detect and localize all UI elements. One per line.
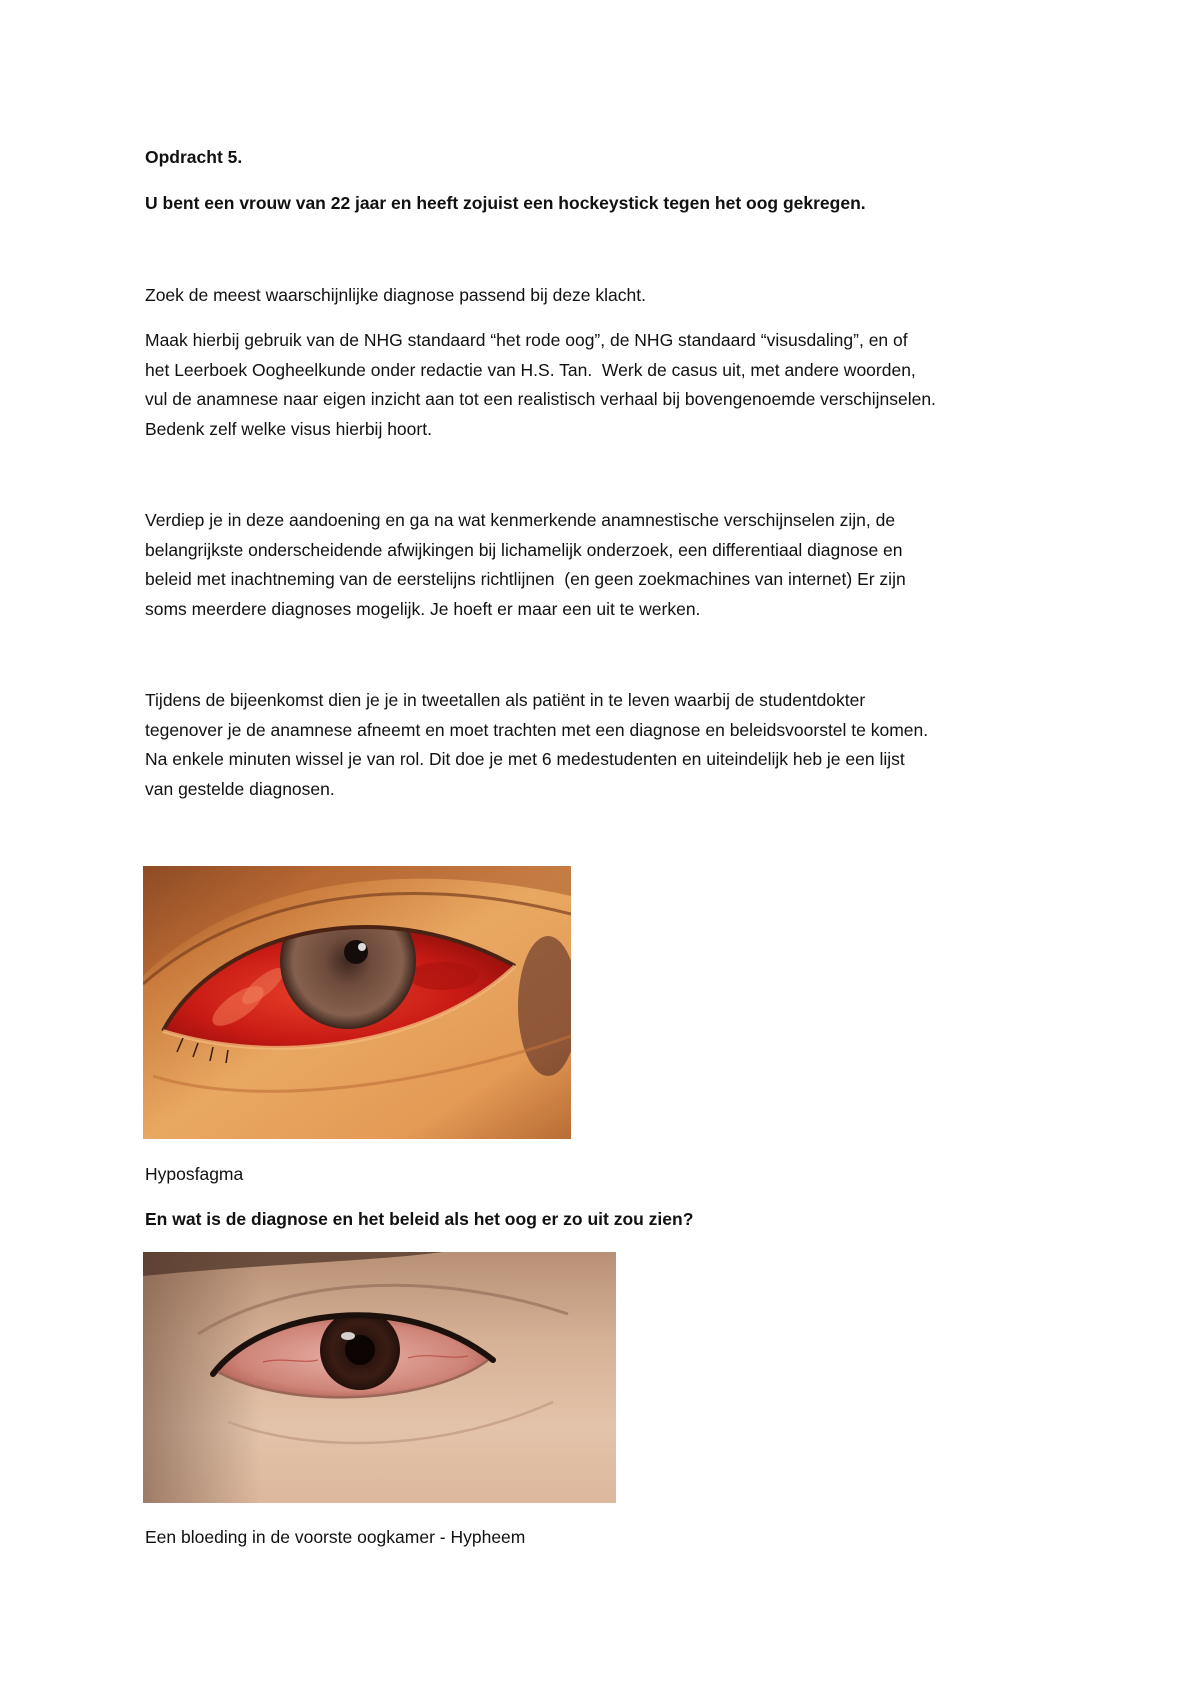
case-intro-text: U bent een vrouw van 22 jaar en heeft zojuist een hockeystick tegen het oog gekregen. <box>145 193 866 213</box>
eye-photo-hyposphagma <box>143 866 571 1139</box>
assignment-heading-text: Opdracht 5. <box>145 147 243 167</box>
corneal-reflection <box>358 943 366 951</box>
paragraph-diagnosis-task <box>145 281 646 311</box>
paragraph-line: vul de anamnese naar eigen inzicht aan tot een realistisch verhaal bij bovengenoemde verschijnselen. <box>145 389 936 409</box>
paragraph-line: het Leerboek Oogheelkunde onder redactie van H.S. Tan. Werk de casus uit, met andere woorden, <box>145 359 916 380</box>
paragraph-line: belangrijkste onderscheidende afwijkingen bij lichamelijk onderzoek, een differentiaal diagnose en <box>145 539 903 560</box>
paragraph-line: Maak hierbij gebruik van de NHG standaard “het rode oog”, de NHG standaard “visusdaling”, en of <box>145 330 908 350</box>
paragraph-study-instructions <box>145 506 906 624</box>
eye-photo-hyposphagma-illustration <box>143 866 571 1139</box>
eye-photo-hyphema-illustration <box>143 1252 616 1503</box>
paragraph-line: Zoek de meest waarschijnlijke diagnose passend bij deze klacht. <box>145 285 646 305</box>
paragraph-line: Verdiep je in deze aandoening en ga na wat kenmerkende anamnestische verschijnselen zijn, de <box>145 510 896 530</box>
paragraph-line: Bedenk zelf welke visus hierbij hoort. <box>145 418 432 439</box>
figure-1-caption <box>145 1160 243 1190</box>
case-intro <box>145 189 866 219</box>
paragraph-line: beleid met inachtneming van de eerstelijns richtlijnen (en geen zoekmachines van internet) Er zijn <box>145 569 906 589</box>
figure-2-caption <box>145 1523 525 1553</box>
paragraph-session-instructions <box>145 686 928 804</box>
figure-2-caption-text: Een bloeding in de voorste oogkamer - Hypheem <box>145 1527 526 1547</box>
figure-1-caption-text: Hyposfagma <box>145 1164 244 1184</box>
pupil <box>344 940 368 964</box>
corneal-reflection <box>341 1332 355 1340</box>
paragraph-line: Tijdens de bijeenkomst dien je je in tweetallen als patiënt in te leven waarbij de studentdokter <box>145 690 866 710</box>
paragraph-sources <box>145 326 936 444</box>
paragraph-line: tegenover je de anamnese afneemt en moet trachten met een diagnose en beleidsvoorstel te komen. <box>145 719 929 740</box>
assignment-heading <box>145 143 242 173</box>
paragraph-line: soms meerdere diagnoses mogelijk. Je hoeft er maar een uit te werken. <box>145 598 701 619</box>
follow-up-question <box>145 1205 693 1235</box>
paragraph-line: Na enkele minuten wissel je van rol. Dit doe je met 6 medestudenten en uiteindelijk heb je een lijst <box>145 749 905 769</box>
follow-up-question-text: En wat is de diagnose en het beleid als het oog er zo uit zou zien? <box>145 1209 694 1229</box>
eye-photo-hyphema <box>143 1252 616 1503</box>
paragraph-line: van gestelde diagnosen. <box>145 778 335 799</box>
